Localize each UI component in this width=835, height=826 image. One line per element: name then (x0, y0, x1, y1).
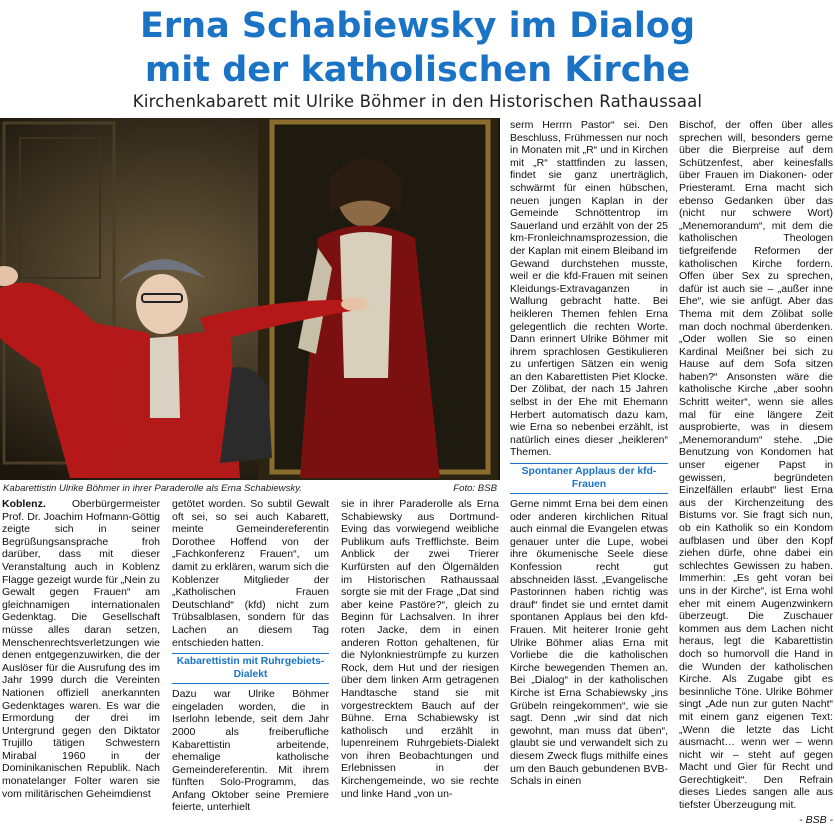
subheading-dialect: Kabarettistin mit Ruhrgebiets-Dialekt (172, 653, 329, 684)
article-column-1 (2, 498, 160, 800)
article-column-3 (341, 498, 499, 800)
column-3-text: sie in ihrer Paraderolle als Erna Schabiewsky aus Dortmund-Eving das vorwiegend weibliche Publikum aufs Trefflichste. Beim Anblick der zwei Trierer Kurfürsten auf den Ölgemälden im Historischen Rathaussaal sorgte sie mit der Frage „Dat sind aber keine Pastöre?“, gleich zu Beginn für Lachsalven. In ihrer roten Jacke, dem in einen anderen Rotton gehaltenen, für die Nylonkniestrümpfe zu kurzen Rock, dem Hut und der riesigen über dem linken Arm getragenen Handtasche stand sie mit vorgestrecktem Bauch auf der Bühne. Erna Schabiewsky ist katholisch und erzählt in lupenreinem Ruhrgebiets-Dialekt von ihren Beobachtungen und Erlebnissen in der Kirchengemeinde, wo sie rechte und linke Hand „von un- (341, 498, 499, 800)
column-4-text-b: Gerne nimmt Erna bei dem einen oder anderen kirchlichen Ritual auch einmal die Evangelen etwas genauer unter die Lupe, wobei ihre ökumenische Seele diese Konfession recht gut abschneiden lässt. „Evangelische Pastorinnen haben richtig was drauf“ findet sie und erntet damit spontanen Applaus bei den kfd-Frauen. Mit heiterer Ironie geht Ulrike Böhmer alias Erna mit Vorliebe die die katholischen Kirche bewegenden Themen an. Bei „Dialog“ in der katholischen Kirche ist Erna Schabiewsky „ins Grübeln reingekommen“, wie sie sagt. Denn „wir sind dat nich gewohnt, man muss dat üben“, glaubt sie und verwandelt sich zu diesem Zweck flugs mithilfe eines um den Bauch gebundenen BVB-Schals in einen (510, 498, 668, 788)
headline-line-2: mit der katholischen Kirche (144, 50, 691, 90)
article-column-5 (679, 119, 833, 826)
article-column-2 (172, 498, 329, 814)
caption-text: Kabarettistin Ulrike Böhmer in ihrer Paraderolle als Erna Schabiewsky. (3, 483, 302, 494)
author-signature: - BSB - (799, 813, 833, 826)
headline-line-1: Erna Schabiewsky im Dialog (139, 6, 696, 46)
column-2-text-a: getötet worden. So subtil Gewalt oft sei, so sei auch Kabarett, meinte Gemeindereferentin Dorothee Hoffend von der „Fachkonferenz Frauen“, um damit zu erklären, warum sich die Koblenzer Mitglieder der „Katholischen Frauen Deutschland“ (kfd) nicht zum Trübsalblasen, sondern für das Lachen an diesem Tag entschieden hatten. (172, 498, 329, 649)
column-1-text: Oberbürgermeister Prof. Dr. Joachim Hofmann-Göttig zeigte sich in seiner Begrüßungsansprache froh darüber, dass mit dieser Veranstaltung auch in Koblenz Flagge gezeigt wurde für „Nein zu Gewalt gegen Frauen“ am gleichnamigen internationalen Gedenktag. Die Gesellschaft müsse alles daran setzen, Menschenrechtsverletzungen wie denen entgegenzuwirken, die der Auslöser für die Ausrufung des im Jahr 1999 durch die Vereinten Nationen offiziell anerkannten Gedenktages waren. Es war die Ermordung der drei im Untergrund gegen den Diktator Trujillo tätigen Schwestern Mirabal 1960 in der Dominikanischen Republik. Nach monatelanger Folter waren sie vom militärischen Geheimdienst (2, 498, 160, 800)
article-column-4 (510, 119, 668, 788)
column-5-text: Bischof, der offen über alles sprechen will, besonders gerne über die Bierpreise auf dem Schützenfest, aber keinesfalls über Frauen im Diakonen- oder Priesteramt. Erna macht sich ebenso Gedanken über das (nicht nur schwere Wort) „Menemorandum“, mit dem die katholischen Theologen tiefgreifende Reformen der katholischen Kirche fordern. Offen über Sex zu sprechen, dafür ist auch sie – „außer inne Ehe“, wie sie anfügt. Aber das Thema mit dem Zölibat solle man doch nochmal überdenken. „Oder wollen Sie so einen Kardinal Meißner bei sich zu Hause auf dem Sofa sitzen haben?“ Ansonsten wäre die katholische Kirche „aber soohn Schritt weiter“, wenn sie alles mal für eine längere Zeit ausprobierte, was in diesem „Menemorandum“ stehe. „Die Benutzung von Kondomen hat unser eigener Papst in gewissen, begründeten Einzelfällen erlaubt“ liest Erna aus der Kirchenzeitung des Bistums vor. Sie fragt sich nun, ob ein Katholik so ein Kondom aufblasen und über den Kopf ziehen dürfe, ohne dabei ein schlechtes Gewissen zu haben. Immerhin: „Es geht voran bei uns in der Kirche“, ist Erna wohl eher mit einem Augenzwinkern überzeugt. Die Zuschauer kommen aus dem Lachen nicht heraus, legt die Kabarettistin doch so humorvoll die Hand in die Wunden der katholischen Kirche. Als Zugabe gibt es besinnliche Töne. Ulrike Böhmer singt „Ade nun zur guten Nacht“ mit einem ganz eigenen Text: „Wenn die letzte das Licht ausmacht… wenn wer – wenn nicht wir – steht auf gegen Macht und Gier für Recht und Gerechtigkeit“. Den Refrain dieses Liedes sangen alle aus tiefster Überzeugung mit. (679, 119, 833, 812)
photo-credit: Foto: BSB (453, 483, 497, 494)
dateline: Koblenz. (2, 498, 46, 510)
column-2-text-b: Dazu war Ulrike Böhmer eingeladen worden, die in Iserlohn lebende, seit dem Jahr 2000 als freiberufliche Kabarettistin arbeitende, ehemalige katholische Gemeindereferentin. Mit ihrem fünften Solo-Programm, das Anfang Oktober seine Premiere feierte, unterhielt (172, 688, 329, 814)
subheadline: Kirchenkabarett mit Ulrike Böhmer in den Historischen Rathaussaal (132, 92, 703, 111)
subheading-applause: Spontaner Applaus der kfd-Frauen (510, 463, 668, 494)
photo-caption (3, 483, 497, 494)
article-photo (0, 118, 500, 480)
headline (0, 4, 835, 92)
column-4-text-a: serm Herrrn Pastor“ sei. Den Beschluss, Frühmessen nur noch in Monaten mit „R“ und in Kirchen mit „R“ stattfinden zu lassen, findet sie ganz unerträglich, schwärmt für einen hübschen, neuen jungen Kaplan in der Gemeinde Schnöttentrop im Sauerland und erzählt von der 25 km-Fronleichnamsprozession, die der Kaplan mit einem Bleiband im Gewand durchstehen musste, weil er die kfd-Frauen mit seinen Kleidungs-Extravaganzen in Wallung gebracht hatte. Bei heikleren Themen fehlen Erna gelegentlich die rechten Worte. Dann erinnert Ulrike Böhmer mit ihrem sprachlosen Gestikulieren zu unfertigen Sätzen ein wenig an den Kabarettisten Piet Klocke. Der Zölibat, der nach 15 Jahren selbst in der Ehe mit Ehemann Herbert automatisch dazu kam, wie Erna so nebenbei erzählt, ist natürlich eines dieser „heikleren“ Themen. (510, 119, 668, 459)
